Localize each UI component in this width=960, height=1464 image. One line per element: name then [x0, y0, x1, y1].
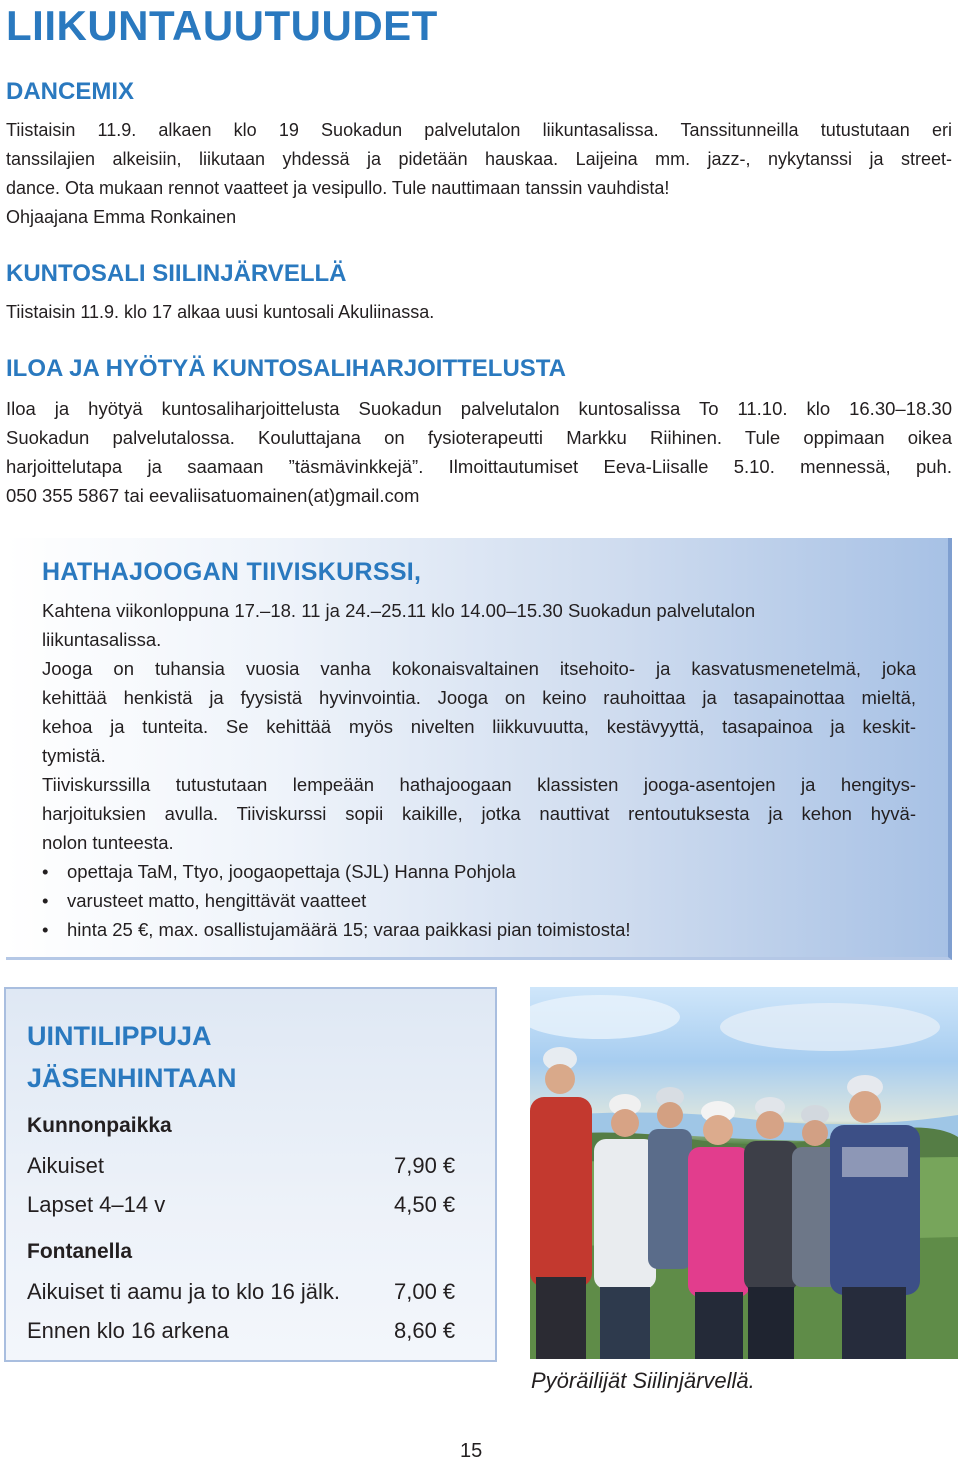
- text-line: Suokadun palvelutalossa. Kouluttajana on fysioterapeutti Markku Riihinen. Tule oppimaan oikea: [6, 427, 952, 448]
- text-line: harjoittelutapa ja saamaan ”täsmävinkkejä”. Ilmoittautumiset Eeva-Liisalle 5.10. mennessä, puh.: [6, 456, 952, 477]
- bullet-icon: •: [42, 861, 49, 882]
- price-group-name: Kunnonpaikka: [27, 1114, 172, 1137]
- iloa-heading: ILOA JA HYÖTYÄ KUNTOSALIHARJOITTELUSTA: [6, 355, 567, 382]
- price-row: [27, 1192, 467, 1218]
- price-label: Aikuiset: [27, 1153, 105, 1178]
- list-item: • opettaja TaM, Ttyo, joogaopettaja (SJL) Hanna Pohjola: [42, 857, 916, 886]
- text-line: Tiiviskurssilla tutustutaan lempeään hathajoogaan klassisten jooga-asentojen ja hengitys-: [42, 774, 916, 795]
- text-line: kehittää henkistä ja fyysistä hyvinvointia. Jooga on keino rauhoittaa ja tasapainottaa mieltä,: [42, 687, 916, 708]
- hatha-text: [42, 596, 916, 944]
- page-title: LIIKUNTAUUTUUDET: [6, 2, 438, 49]
- iloa-text: [6, 394, 952, 510]
- text-line: 050 355 5867 tai eevaliisatuomainen(at)gmail.com: [6, 485, 420, 506]
- list-item: • hinta 25 €, max. osallistujamäärä 15; varaa paikkasi pian toimistosta!: [42, 915, 916, 944]
- hatha-box: [6, 538, 952, 960]
- prices-heading-2: JÄSENHINTAAN: [27, 1063, 237, 1093]
- price-row: [27, 1279, 467, 1305]
- prices-box: [4, 987, 497, 1362]
- dancemix-text: [6, 116, 952, 232]
- bullet-icon: •: [42, 919, 49, 940]
- price-label: Aikuiset ti aamu ja to klo 16 jälk.: [27, 1279, 341, 1304]
- kuntosali-text: Tiistaisin 11.9. klo 17 alkaa uusi kuntosali Akuliinassa.: [6, 302, 435, 322]
- text-line: liikuntasalissa.: [42, 629, 162, 650]
- price-row: [27, 1153, 467, 1179]
- photo-caption: Pyöräilijät Siilinjärvellä.: [531, 1368, 755, 1393]
- text-line: dance. Ota mukaan rennot vaatteet ja vesipullo. Tule nauttimaan tanssin vauhdista!: [6, 178, 670, 198]
- price-label: Lapset 4–14 v: [27, 1192, 166, 1217]
- text-line: Tiistaisin 11.9. alkaen klo 19 Suokadun palvelutalon liikuntasalissa. Tanssitunneilla tutustutaan eri: [6, 120, 952, 140]
- hatha-heading: HATHAJOOGAN TIIVISKURSSI,: [42, 558, 422, 586]
- text-line: Iloa ja hyötyä kuntosaliharjoittelusta Suokadun palvelutalon kuntosalissa To 11.10. klo 16.30–18.30: [6, 398, 952, 419]
- price-value: 7,00 €: [394, 1279, 456, 1304]
- list-item: • varusteet matto, hengittävät vaatteet: [42, 886, 916, 915]
- price-value: 7,90 €: [394, 1153, 456, 1178]
- text-line: tanssilajien alkeisiin, liikutaan yhdessä ja pidetään hauskaa. Laijeina mm. jazz-, nykytanssi ja street-: [6, 149, 952, 169]
- text-line: Kahtena viikonloppuna 17.–18. 11 ja 24.–25.11 klo 14.00–15.30 Suokadun palvelutalon: [42, 600, 756, 621]
- page-number: 15: [460, 1440, 483, 1462]
- dancemix-heading: DANCEMIX: [6, 78, 135, 105]
- text-line: kehoa ja tunteita. Se kehittää myös nivelten liikkuvuutta, kestävyyttä, tasapainoa ja keskit-: [42, 716, 916, 737]
- kuntosali-heading: KUNTOSALI SIILINJÄRVELLÄ: [6, 260, 347, 287]
- prices-heading-1: UINTILIPPUJA: [27, 1021, 212, 1051]
- text-line: Ohjaajana Emma Ronkainen: [6, 207, 237, 227]
- price-group-name: Fontanella: [27, 1240, 133, 1263]
- price-label: Ennen klo 16 arkena: [27, 1318, 229, 1343]
- price-value: 4,50 €: [394, 1192, 456, 1217]
- text-line: nolon tunteesta.: [42, 832, 174, 853]
- photo-illustration: [530, 987, 958, 1359]
- cyclists-photo: [530, 987, 958, 1359]
- text-line: harjoituksien avulla. Tiiviskurssi sopii kaikille, jotka nauttivat rentoutuksesta ja kehon hyvä-: [42, 803, 916, 824]
- price-value: 8,60 €: [394, 1318, 456, 1343]
- text-line: tymistä.: [42, 745, 106, 766]
- bullet-icon: •: [42, 890, 49, 911]
- text-line: Jooga on tuhansia vuosia vanha kokonaisvaltainen itsehoito- ja kasvatusmenetelmä, joka: [42, 658, 916, 679]
- price-row: [27, 1318, 467, 1344]
